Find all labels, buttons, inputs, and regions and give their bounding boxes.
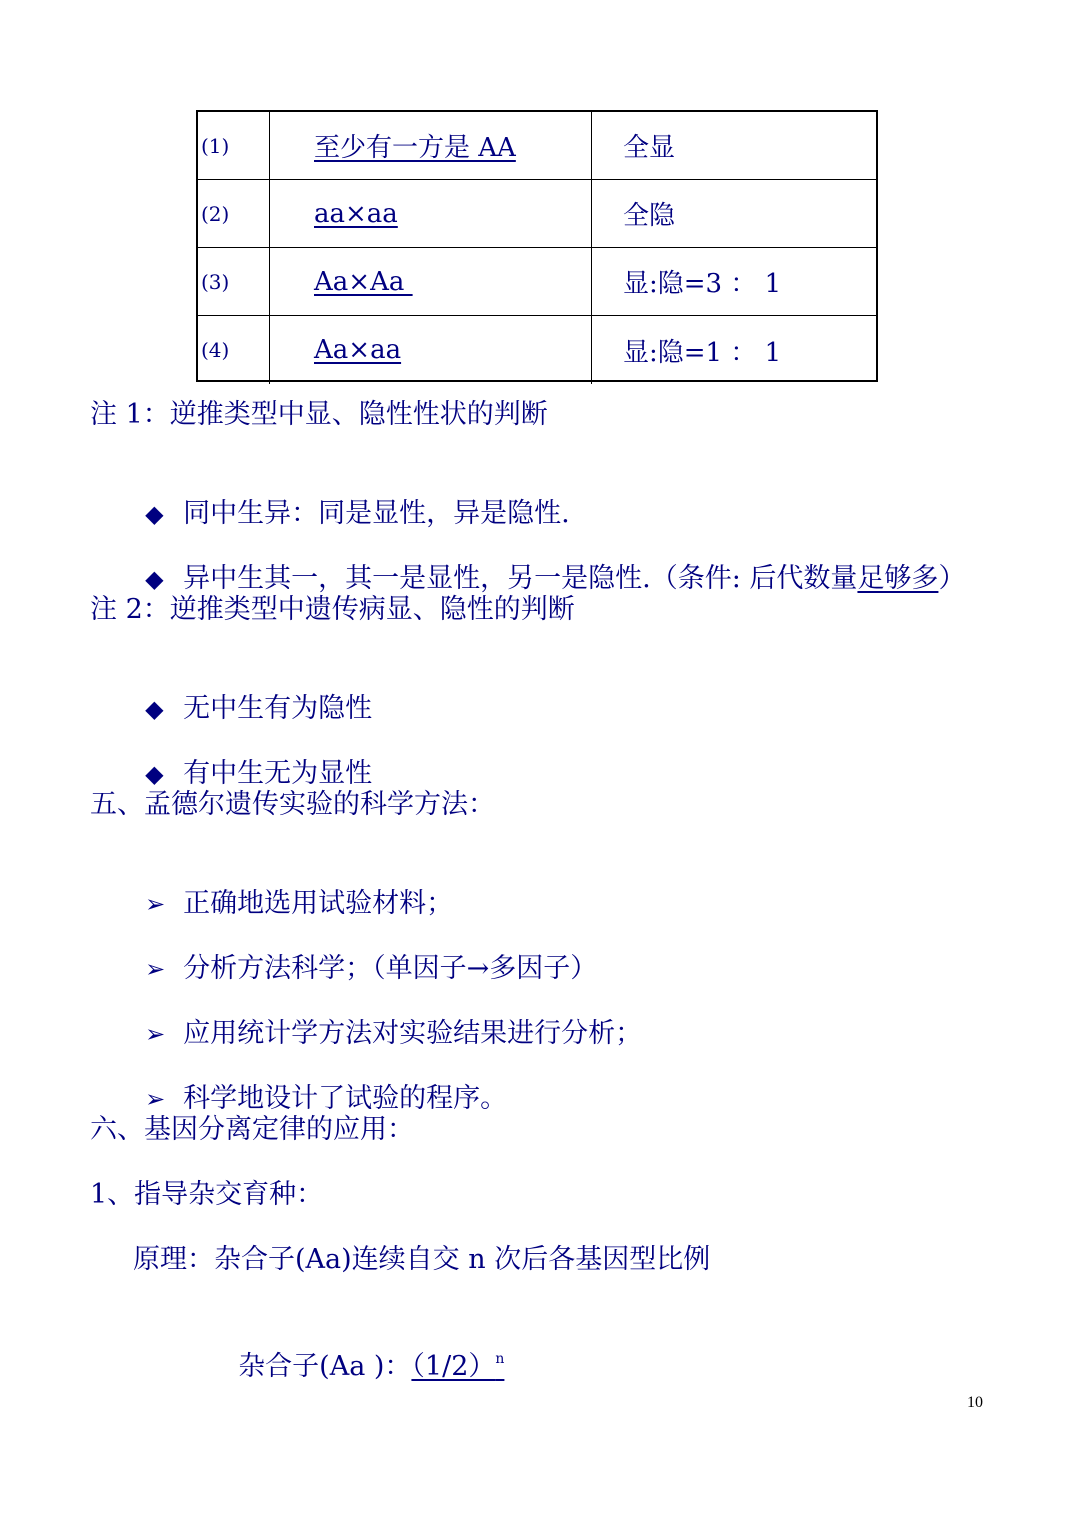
exponent: n [495,1351,505,1367]
result-cell: 显:隐=1 ： 1 [623,337,782,368]
diamond-bullet-icon: ◆ [145,500,164,528]
page-number: 10 [967,1394,983,1411]
table-row [198,112,876,180]
row-number: (3) [198,248,270,315]
list-item [128,983,642,1051]
cross-text: 至少有一方是 AA [314,133,516,163]
arrowhead-bullet-icon: ➢ [145,1085,166,1113]
diamond-bullet-icon: ◆ [145,565,164,593]
list-item [128,658,372,726]
list-item-text: 同中生异：同是显性，异是隐性. [183,498,570,529]
list-item [128,723,372,791]
result-cell: 全显 [623,133,676,163]
cross-cell [270,112,592,179]
list-item-text: 分析方法科学；（单因子→多因子） [183,953,598,984]
closing-paren: ） [938,563,966,594]
section6-title: 六、基因分离定律的应用： [90,1114,414,1145]
list-item-text: 正确地选用试验材料； [183,888,454,919]
table-row [198,316,876,384]
diamond-bullet-icon: ◆ [145,695,164,723]
genotype-table [196,110,878,382]
arrowhead-bullet-icon: ➢ [145,955,166,983]
cross-text: Aa×Aa [314,266,413,297]
list-item-text: 异中生其一，其一是显性，另一是隐性.（条件: 后代数量 [183,563,858,594]
heterozygote-value [411,1351,504,1382]
note1-title: 注 1：逆推类型中显、隐性性状的判断 [90,399,548,430]
arrowhead-bullet-icon: ➢ [145,890,166,918]
section5-title: 五、孟德尔遗传实验的科学方法： [90,789,495,820]
row-number: (4) [198,316,270,384]
arrowhead-bullet-icon: ➢ [145,1020,166,1048]
cross-cell [270,316,592,384]
table-row [198,248,876,316]
cross-text: aa×aa [314,198,398,229]
list-item-text: 应用统计学方法对实验结果进行分析； [183,1018,643,1049]
cross-cell [270,248,592,315]
result-cell: 全隐 [623,201,676,231]
row-number: (1) [198,112,270,179]
list-item [128,463,570,531]
principle-text: 原理：杂合子(Aa)连续自交 n 次后各基因型比例 [133,1244,711,1275]
list-item-text: 无中生有为隐性 [183,693,373,724]
underlined-text: 足够多 [857,563,939,594]
table-row [198,180,876,248]
fraction-text: （1/2） [411,1351,496,1382]
list-item-text: 科学地设计了试验的程序。 [183,1083,508,1114]
list-item [128,528,965,596]
list-item [128,1048,507,1116]
list-item-text: 有中生无为显性 [183,758,373,789]
cross-cell [270,180,592,247]
heterozygote-label: 杂合子(Aa )： [238,1351,412,1382]
subsection-title: 1、指导杂交育种： [90,1179,324,1210]
diamond-bullet-icon: ◆ [145,760,164,788]
note2-title: 注 2：逆推类型中遗传病显、隐性的判断 [90,594,575,625]
heterozygote-line [221,1308,504,1384]
row-number: (2) [198,180,270,247]
list-item [128,918,597,986]
list-item [128,853,453,921]
cross-text: Aa×aa [314,335,402,365]
result-cell: 显:隐=3 ： 1 [623,269,782,299]
